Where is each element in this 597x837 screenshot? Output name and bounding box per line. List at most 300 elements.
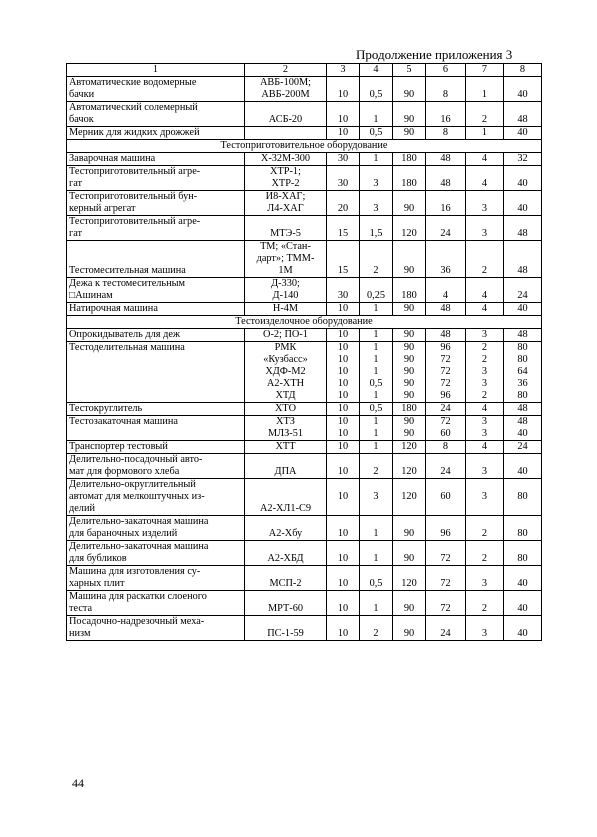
value-line: 80 xyxy=(517,354,528,365)
equipment-name-cell xyxy=(67,329,245,342)
equipment-name-line: Транспортер тестовый xyxy=(69,441,168,452)
column-header: 8 xyxy=(504,64,542,77)
equipment-name-line: харных плит xyxy=(69,578,125,589)
value-line: 10 xyxy=(337,378,349,389)
model-cell xyxy=(245,216,327,241)
equipment-name-line: Опрокидыватель для деж xyxy=(69,329,181,340)
table-row xyxy=(67,278,542,303)
equipment-name-line: Машина для раскатки слоеного xyxy=(69,591,207,602)
section-header-row xyxy=(67,140,542,153)
equipment-name-line: гат xyxy=(69,228,83,239)
model-line: АВБ-200М xyxy=(261,89,310,100)
model-cell xyxy=(245,303,327,316)
value-cell-c7: 4 xyxy=(466,403,504,416)
value-cell-c5: 120 xyxy=(393,216,426,241)
value-cell-c5: 120 xyxy=(393,454,426,479)
value-cell-c5 xyxy=(393,342,426,403)
table-row xyxy=(67,591,542,616)
value-cell-c5: 180 xyxy=(393,403,426,416)
model-line: ХТЗ xyxy=(276,416,295,427)
value-line: 90 xyxy=(403,390,415,401)
model-cell xyxy=(245,454,327,479)
value-cell-c7 xyxy=(466,342,504,403)
model-line: ТМ; «Стан- xyxy=(260,241,311,252)
value-cell-c7: 2 xyxy=(466,541,504,566)
model-line: МЛЗ-51 xyxy=(267,428,304,439)
equipment-name-line: □Ашинам xyxy=(69,290,113,301)
model-line: РМК xyxy=(274,342,297,353)
value-cell-c3: 10 xyxy=(327,454,360,479)
value-cell-c4: 0,5 xyxy=(360,127,393,140)
value-cell-c4: 2 xyxy=(360,454,393,479)
value-line: 10 xyxy=(337,390,349,401)
equipment-name-cell xyxy=(67,416,245,441)
value-cell-c6: 16 xyxy=(426,191,466,216)
table-row xyxy=(67,127,542,140)
equipment-name-cell xyxy=(67,77,245,102)
value-cell-c3: 30 xyxy=(327,153,360,166)
equipment-name-line: для бараночных изделий xyxy=(69,528,178,539)
value-cell-c5: 90 xyxy=(393,191,426,216)
model-line: АСБ-20 xyxy=(268,114,303,125)
table-row xyxy=(67,454,542,479)
equipment-name-cell xyxy=(67,166,245,191)
value-cell-c8: 40 xyxy=(504,77,542,102)
equipment-name-line: Тестоприготовительный бун- xyxy=(69,191,198,202)
value-cell-c3: 10 xyxy=(327,102,360,127)
value-cell-c5: 90 xyxy=(393,127,426,140)
value-line: 1 xyxy=(373,390,379,401)
value-cell-c8: 24 xyxy=(504,441,542,454)
value-cell-c7: 4 xyxy=(466,303,504,316)
value-cell-c7: 4 xyxy=(466,441,504,454)
column-header: 5 xyxy=(393,64,426,77)
table-row xyxy=(67,441,542,454)
model-line: Н-4М xyxy=(272,303,299,314)
value-line: 3 xyxy=(481,428,488,439)
value-cell-c5: 90 xyxy=(393,591,426,616)
model-line: ХДФ-М2 xyxy=(265,366,306,377)
equipment-name-line: Автоматический солемерный xyxy=(69,102,198,113)
equipment-name-line: Заварочная машина xyxy=(69,153,156,164)
value-cell-c5: 90 xyxy=(393,329,426,342)
page-number: 44 xyxy=(72,776,84,790)
value-line: 3 xyxy=(481,416,488,427)
model-line: МСП-2 xyxy=(269,578,302,589)
value-line: 1 xyxy=(373,428,379,439)
value-cell-c5: 180 xyxy=(393,166,426,191)
value-cell-c8: 40 xyxy=(504,166,542,191)
value-line: 2 xyxy=(481,342,488,353)
value-cell-c3: 10 xyxy=(327,541,360,566)
value-cell-c4: 3 xyxy=(360,166,393,191)
value-cell-c4: 1 xyxy=(360,541,393,566)
model-cell xyxy=(245,329,327,342)
equipment-name-cell xyxy=(67,516,245,541)
equipment-name-cell xyxy=(67,479,245,516)
equipment-name-line: Тестоприготовительный агре- xyxy=(69,216,201,227)
table-row xyxy=(67,153,542,166)
value-cell-c6: 24 xyxy=(426,216,466,241)
value-cell-c6: 96 xyxy=(426,516,466,541)
value-cell-c7: 3 xyxy=(466,216,504,241)
value-cell-c4: 1 xyxy=(360,591,393,616)
equipment-name-line: делий xyxy=(69,503,95,514)
value-line: 10 xyxy=(337,428,349,439)
model-line: ПС-1-59 xyxy=(267,628,304,639)
value-cell-c7: 3 xyxy=(466,479,504,516)
table-row xyxy=(67,329,542,342)
value-cell-c3: 10 xyxy=(327,441,360,454)
value-cell-c8: 40 xyxy=(504,191,542,216)
value-cell-c4: 0,5 xyxy=(360,566,393,591)
value-line: 72 xyxy=(440,416,451,427)
model-cell xyxy=(245,616,327,641)
model-line: Д-330; xyxy=(271,278,300,289)
equipment-name-cell xyxy=(67,616,245,641)
equipment-name-line: для бубликов xyxy=(69,553,127,564)
value-cell-c6: 8 xyxy=(426,127,466,140)
value-cell-c7: 4 xyxy=(466,153,504,166)
value-cell-c8: 48 xyxy=(504,102,542,127)
value-cell-c4: 1 xyxy=(360,516,393,541)
column-header: 4 xyxy=(360,64,393,77)
value-line: 80 xyxy=(517,342,528,353)
value-cell-c6: 72 xyxy=(426,566,466,591)
equipment-name-line: Мерник для жидких дрожжей xyxy=(69,127,200,138)
value-cell-c6: 72 xyxy=(426,541,466,566)
model-line: А2-ХБД xyxy=(267,553,304,564)
model-line: Д-140 xyxy=(272,290,299,301)
equipment-name-line: Машина для изготовления су- xyxy=(69,566,201,577)
equipment-name-cell xyxy=(67,566,245,591)
value-cell-c6: 48 xyxy=(426,153,466,166)
value-line: 1 xyxy=(373,342,379,353)
equipment-name-line: теста xyxy=(69,603,93,614)
table-row xyxy=(67,102,542,127)
equipment-name-line: Делительно-закаточная машина xyxy=(69,541,209,552)
value-line: 2 xyxy=(481,354,488,365)
value-cell-c7: 3 xyxy=(466,191,504,216)
model-cell xyxy=(245,342,327,403)
equipment-name-line: Делительно-округлительный xyxy=(69,479,196,490)
equipment-name-line: Натирочная машина xyxy=(69,303,158,314)
model-line: МРТ-60 xyxy=(267,603,304,614)
equipment-table xyxy=(66,63,542,641)
value-line: 1 xyxy=(373,354,379,365)
value-cell-c4: 3 xyxy=(360,191,393,216)
value-cell-c8: 40 xyxy=(504,127,542,140)
value-cell-c7: 2 xyxy=(466,591,504,616)
value-line: 0,5 xyxy=(369,378,383,389)
table-row xyxy=(67,166,542,191)
table-row xyxy=(67,303,542,316)
value-cell-c4: 1 xyxy=(360,441,393,454)
value-cell-c4: 0,25 xyxy=(360,278,393,303)
model-cell xyxy=(245,77,327,102)
value-cell-c4: 1 xyxy=(360,153,393,166)
value-cell-c6: 48 xyxy=(426,166,466,191)
equipment-name-line: Тестомесительная машина xyxy=(69,265,186,276)
value-cell-c4: 0,5 xyxy=(360,403,393,416)
model-line: ДПА xyxy=(274,466,297,477)
equipment-name-line: гат xyxy=(69,178,83,189)
value-cell-c8: 80 xyxy=(504,479,542,516)
section-title: Тестоприготовительное оборудование xyxy=(67,140,542,153)
model-cell xyxy=(245,441,327,454)
equipment-name-line: Дежа к тестомесительным xyxy=(69,278,186,289)
model-cell xyxy=(245,102,327,127)
equipment-name-line: керный агрегат xyxy=(69,203,136,214)
table-row xyxy=(67,77,542,102)
equipment-name-line: низм xyxy=(69,628,91,639)
model-cell xyxy=(245,278,327,303)
model-cell xyxy=(245,403,327,416)
value-cell-c3: 15 xyxy=(327,241,360,278)
table-row xyxy=(67,479,542,516)
value-cell-c7 xyxy=(466,416,504,441)
model-line: дарт»; ТММ- xyxy=(256,253,315,264)
table-row xyxy=(67,342,542,403)
section-title: Тестоизделочное оборудование xyxy=(67,316,542,329)
value-cell-c8 xyxy=(504,416,542,441)
value-cell-c7: 2 xyxy=(466,102,504,127)
section-header-row xyxy=(67,316,542,329)
equipment-name-line: Тестокруглитель xyxy=(69,403,143,414)
value-cell-c5: 120 xyxy=(393,479,426,516)
value-cell-c3: 10 xyxy=(327,591,360,616)
model-line: Х-32М-300 xyxy=(260,153,311,164)
equipment-name-cell xyxy=(67,454,245,479)
model-line: Л4-ХАГ xyxy=(267,203,304,214)
equipment-name-line: автомат для мелкоштучных из- xyxy=(69,491,205,502)
value-line: 36 xyxy=(517,378,528,389)
value-line: 2 xyxy=(481,390,488,401)
value-cell-c3: 20 xyxy=(327,191,360,216)
table-row xyxy=(67,416,542,441)
value-cell-c8: 48 xyxy=(504,241,542,278)
value-line: 48 xyxy=(517,416,528,427)
model-cell xyxy=(245,153,327,166)
value-cell-c4: 2 xyxy=(360,616,393,641)
equipment-name-cell xyxy=(67,153,245,166)
value-cell-c6: 8 xyxy=(426,77,466,102)
value-cell-c3: 15 xyxy=(327,216,360,241)
table-row xyxy=(67,241,542,278)
value-line: 10 xyxy=(337,342,349,353)
column-header: 7 xyxy=(466,64,504,77)
equipment-name-line: бачки xyxy=(69,89,95,100)
model-cell xyxy=(245,416,327,441)
value-cell-c5: 90 xyxy=(393,616,426,641)
equipment-name-line: Делительно-закаточная машина xyxy=(69,516,209,527)
model-cell xyxy=(245,241,327,278)
value-cell-c8: 32 xyxy=(504,153,542,166)
value-line: 1 xyxy=(373,416,379,427)
model-line: ХТД xyxy=(275,390,296,401)
value-line: 72 xyxy=(440,354,451,365)
model-line: 1М xyxy=(278,265,293,276)
value-line: 90 xyxy=(403,354,415,365)
value-cell-c8: 24 xyxy=(504,278,542,303)
model-cell xyxy=(245,566,327,591)
value-cell-c5: 90 xyxy=(393,241,426,278)
value-cell-c6: 60 xyxy=(426,479,466,516)
value-cell-c8: 48 xyxy=(504,403,542,416)
value-cell-c8: 48 xyxy=(504,216,542,241)
model-line: ХТО xyxy=(274,403,297,414)
column-header: 2 xyxy=(245,64,327,77)
equipment-name-cell xyxy=(67,342,245,403)
value-line: 90 xyxy=(403,428,415,439)
value-cell-c7: 3 xyxy=(466,566,504,591)
value-cell-c3: 30 xyxy=(327,166,360,191)
value-cell-c8: 40 xyxy=(504,566,542,591)
value-cell-c7: 3 xyxy=(466,329,504,342)
value-cell-c3: 30 xyxy=(327,278,360,303)
equipment-name-cell xyxy=(67,303,245,316)
value-line: 10 xyxy=(337,354,349,365)
value-cell-c6: 8 xyxy=(426,441,466,454)
value-cell-c5: 90 xyxy=(393,541,426,566)
model-line: О-2; ПО-1 xyxy=(263,329,308,340)
table-row xyxy=(67,216,542,241)
value-cell-c7: 2 xyxy=(466,241,504,278)
value-line: 96 xyxy=(440,390,451,401)
value-cell-c3: 10 xyxy=(327,403,360,416)
value-cell-c3: 10 xyxy=(327,616,360,641)
value-cell-c8: 40 xyxy=(504,591,542,616)
equipment-name-line: бачок xyxy=(69,114,94,125)
value-cell-c6 xyxy=(426,416,466,441)
equipment-name-cell xyxy=(67,241,245,278)
value-cell-c5: 180 xyxy=(393,153,426,166)
value-cell-c6: 36 xyxy=(426,241,466,278)
value-cell-c5: 90 xyxy=(393,303,426,316)
value-cell-c7: 1 xyxy=(466,127,504,140)
model-cell xyxy=(245,516,327,541)
value-cell-c7: 4 xyxy=(466,278,504,303)
model-cell xyxy=(245,191,327,216)
value-cell-c8: 80 xyxy=(504,541,542,566)
table-row xyxy=(67,191,542,216)
value-cell-c3: 10 xyxy=(327,329,360,342)
equipment-name-cell xyxy=(67,278,245,303)
value-cell-c4: 1 xyxy=(360,303,393,316)
equipment-name-cell xyxy=(67,216,245,241)
value-cell-c7: 1 xyxy=(466,77,504,102)
model-line: «Кузбасс» xyxy=(263,354,308,365)
model-line: И8-ХАГ; xyxy=(265,191,306,202)
value-cell-c7: 3 xyxy=(466,454,504,479)
table-row xyxy=(67,403,542,416)
value-cell-c6: 16 xyxy=(426,102,466,127)
equipment-name-line: Посадочно-надрезочный меха- xyxy=(69,616,205,627)
model-line: А2-ХТН xyxy=(266,378,305,389)
value-cell-c5: 90 xyxy=(393,77,426,102)
value-line: 90 xyxy=(403,366,415,377)
value-cell-c6: 48 xyxy=(426,329,466,342)
equipment-name-line: Делительно-посадочный авто- xyxy=(69,454,203,465)
equipment-name-line: Тестоделительная машина xyxy=(69,342,185,353)
value-cell-c8 xyxy=(504,342,542,403)
value-cell-c3 xyxy=(327,342,360,403)
equipment-name-cell xyxy=(67,403,245,416)
value-cell-c4 xyxy=(360,342,393,403)
value-cell-c3 xyxy=(327,416,360,441)
equipment-name-cell xyxy=(67,541,245,566)
value-cell-c4 xyxy=(360,416,393,441)
value-line: 90 xyxy=(403,342,415,353)
value-cell-c8: 40 xyxy=(504,616,542,641)
value-line: 96 xyxy=(440,342,451,353)
value-line: 40 xyxy=(517,428,528,439)
value-cell-c5: 90 xyxy=(393,516,426,541)
model-line: ХТТ xyxy=(275,441,296,452)
equipment-name-cell xyxy=(67,127,245,140)
value-line: 90 xyxy=(403,416,415,427)
model-line: А2-ХЛ1-С9 xyxy=(259,503,312,514)
value-cell-c8: 48 xyxy=(504,329,542,342)
model-cell xyxy=(245,479,327,516)
value-line: 64 xyxy=(517,366,528,377)
value-cell-c5: 90 xyxy=(393,102,426,127)
value-cell-c3: 10 xyxy=(327,566,360,591)
value-cell-c5: 180 xyxy=(393,278,426,303)
value-line: 60 xyxy=(440,428,451,439)
model-cell xyxy=(245,541,327,566)
equipment-name-line: Тестозакаточная машина xyxy=(69,416,178,427)
model-line: ХТР-1; xyxy=(270,166,301,177)
column-header: 6 xyxy=(426,64,466,77)
value-cell-c3: 10 xyxy=(327,77,360,102)
value-cell-c7: 3 xyxy=(466,616,504,641)
column-header: 1 xyxy=(67,64,245,77)
table-row xyxy=(67,541,542,566)
table-body xyxy=(67,64,542,641)
value-cell-c4: 1,5 xyxy=(360,216,393,241)
equipment-name-cell xyxy=(67,102,245,127)
value-cell-c4: 2 xyxy=(360,241,393,278)
value-cell-c4: 0,5 xyxy=(360,77,393,102)
value-cell-c7: 2 xyxy=(466,516,504,541)
value-cell-c3: 10 xyxy=(327,516,360,541)
value-cell-c6: 24 xyxy=(426,403,466,416)
value-cell-c4: 1 xyxy=(360,102,393,127)
model-cell xyxy=(245,591,327,616)
value-cell-c8: 40 xyxy=(504,454,542,479)
model-line: А2-Хбу xyxy=(268,528,303,539)
model-line: ХТР-2 xyxy=(271,178,300,189)
table-row xyxy=(67,566,542,591)
value-cell-c3: 10 xyxy=(327,303,360,316)
value-line: 90 xyxy=(403,378,415,389)
value-line: 3 xyxy=(481,366,488,377)
equipment-name-cell xyxy=(67,191,245,216)
value-cell-c6: 24 xyxy=(426,616,466,641)
table-row xyxy=(67,616,542,641)
value-line: 80 xyxy=(517,390,528,401)
value-cell-c5: 120 xyxy=(393,566,426,591)
model-line: АВБ-100М; xyxy=(259,77,312,88)
value-cell-c6: 72 xyxy=(426,591,466,616)
value-line: 72 xyxy=(440,378,451,389)
value-cell-c4: 1 xyxy=(360,329,393,342)
equipment-name-line: Тестоприготовительный агре- xyxy=(69,166,201,177)
value-line: 10 xyxy=(337,416,349,427)
value-cell-c5 xyxy=(393,416,426,441)
value-cell-c6 xyxy=(426,342,466,403)
